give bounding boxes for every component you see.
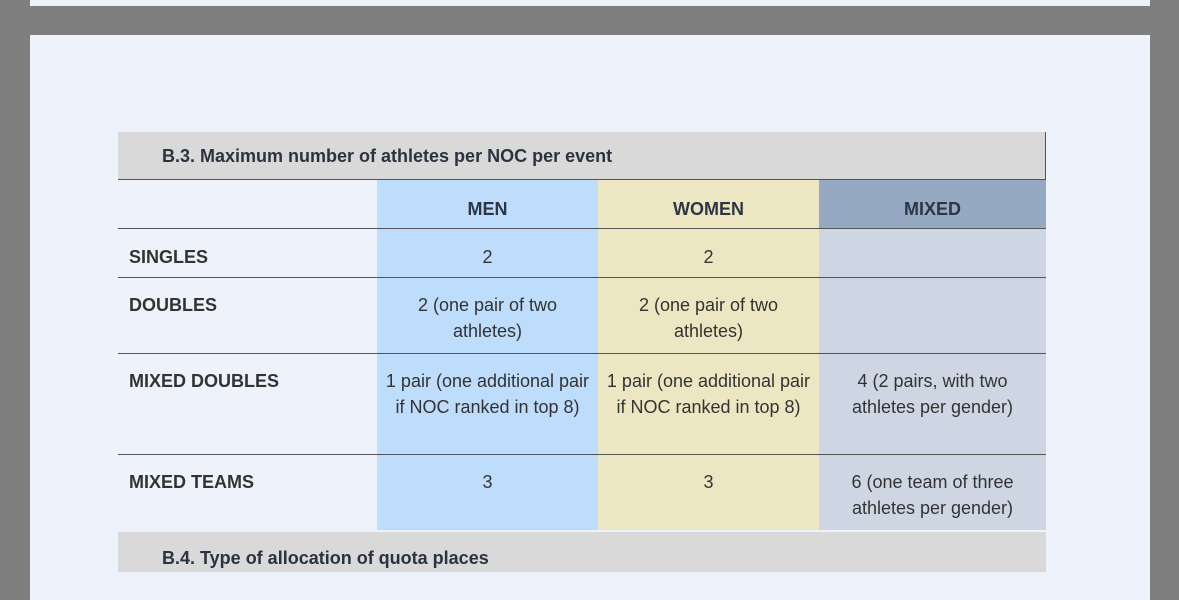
row-label: MIXED TEAMS xyxy=(129,472,255,492)
table-row xyxy=(118,455,1046,530)
table-row xyxy=(118,229,1046,278)
men-cell: 2 (one pair of two athletes) xyxy=(377,278,598,353)
women-cell: 3 xyxy=(598,455,819,530)
row-label: SINGLES xyxy=(129,247,209,267)
table-row xyxy=(118,354,1046,455)
mixed-cell xyxy=(819,278,1046,353)
women-cell: 1 pair (one additional pair if NOC ranked in top 8) xyxy=(598,354,819,454)
previous-page-edge xyxy=(30,0,1150,6)
women-cell: 2 (one pair of two athletes) xyxy=(598,278,819,353)
men-cell: 3 xyxy=(377,455,598,530)
row-label: DOUBLES xyxy=(129,295,218,315)
women-cell: 2 xyxy=(598,229,819,277)
header-men: MEN xyxy=(377,180,598,228)
mixed-cell xyxy=(819,229,1046,277)
mixed-cell: 4 (2 pairs, with two athletes per gender) xyxy=(819,354,1046,454)
athletes-per-noc-table xyxy=(118,132,1046,530)
mixed-cell: 6 (one team of three athletes per gender) xyxy=(819,455,1046,530)
header-mixed: MIXED xyxy=(819,180,1046,228)
men-cell: 2 xyxy=(377,229,598,277)
header-women: WOMEN xyxy=(598,180,819,228)
next-section-title: B.4. Type of allocation of quota places xyxy=(118,532,1046,572)
header-empty-cell xyxy=(118,180,377,228)
men-cell: 1 pair (one additional pair if NOC ranked in top 8) xyxy=(377,354,598,454)
table-header-row xyxy=(118,180,1046,229)
table-row xyxy=(118,278,1046,354)
row-label: MIXED DOUBLES xyxy=(129,371,280,391)
section-title: B.3. Maximum number of athletes per NOC per event xyxy=(118,132,1046,180)
